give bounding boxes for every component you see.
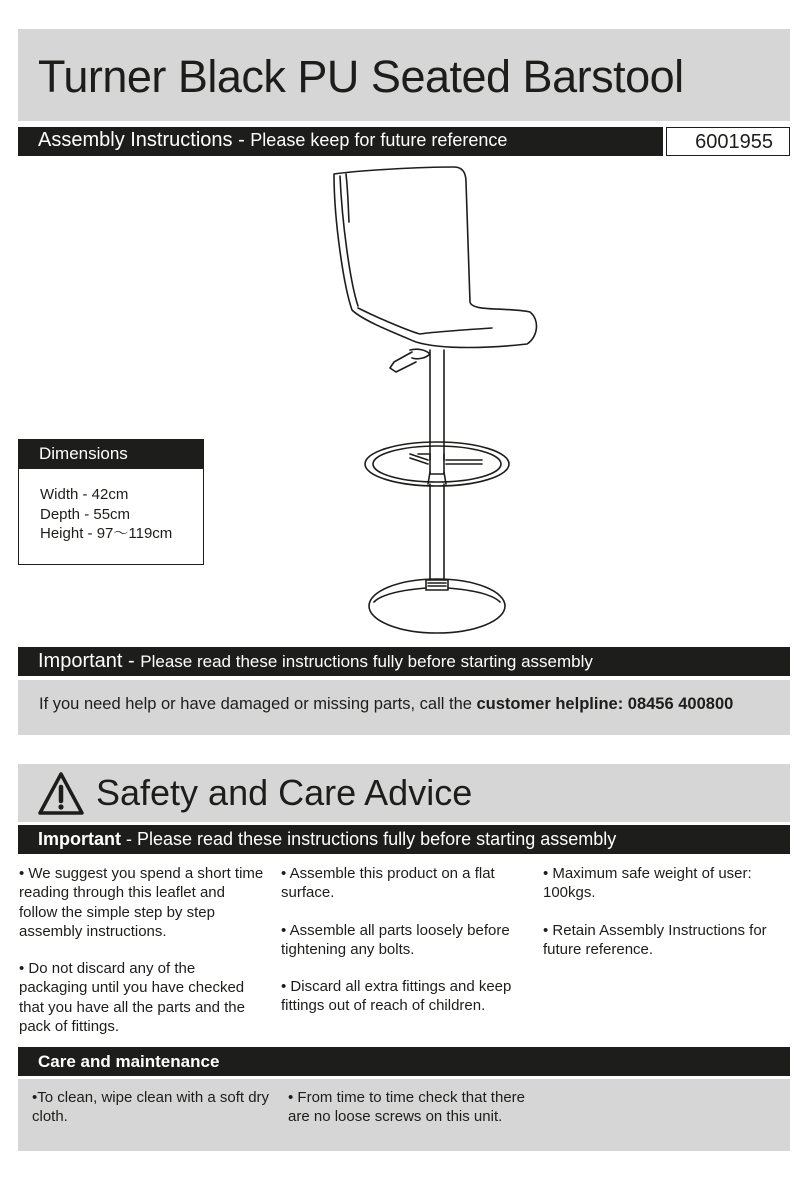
helpline-text <box>39 695 733 714</box>
care-tip: • From time to time check that there are no loose screws on this unit. <box>288 1089 525 1126</box>
warning-triangle-icon <box>37 770 85 818</box>
dimension-depth: Depth - 55cm <box>40 505 131 523</box>
title-banner <box>18 29 790 121</box>
dimension-width: Width - 42cm <box>40 486 129 503</box>
safety-important-heading <box>38 829 616 850</box>
safety-tip: • Maximum safe weight of user: 100kgs. <box>543 865 752 902</box>
product-code-box <box>666 127 790 156</box>
assembly-subtitle: Please keep for future reference <box>250 130 508 150</box>
dimensions-header <box>18 439 204 469</box>
dimension-height: Height - 97～119cm <box>40 525 173 542</box>
safety-important-bar <box>18 825 790 854</box>
safety-column-1 <box>19 864 264 1054</box>
important-bar <box>18 647 790 676</box>
care-tip: •To clean, wipe clean with a soft dry cloth. <box>32 1089 270 1126</box>
safety-important-label: Important <box>38 829 121 849</box>
dimensions-list <box>40 485 172 544</box>
safety-tip: • Retain Assembly Instructions for future reference. <box>543 921 767 958</box>
product-code: 6001955 <box>695 131 773 153</box>
care-heading: Care and maintenance <box>38 1052 220 1071</box>
helpline-box <box>18 680 790 735</box>
safety-column-2 <box>281 864 521 1034</box>
safety-column-3 <box>543 864 783 977</box>
safety-tip: • Discard all extra fittings and keep fittings out of reach of children. <box>281 978 512 1015</box>
safety-tip: • Do not discard any of the packaging until you have checked that you have all the parts and the pack of fittings. <box>19 960 245 1036</box>
safety-tip: • Assemble all parts loosely before tightening any bolts. <box>281 921 510 958</box>
barstool-illustration <box>322 162 542 640</box>
safety-banner <box>18 764 790 822</box>
assembly-label: Assembly Instructions - <box>38 129 245 151</box>
important-label: Important - <box>38 650 135 672</box>
safety-tip: • We suggest you spend a short time reading through this leaflet and follow the simple step by step assembly instructions. <box>19 865 264 940</box>
safety-tip: • Assemble this product on a flat surface. <box>281 865 495 902</box>
safety-title: Safety and Care Advice <box>96 772 473 813</box>
safety-important-text: - Please read these instructions fully before starting assembly <box>121 829 617 849</box>
important-text: Please read these instructions fully before starting assembly <box>140 652 593 671</box>
helpline-intro: If you need help or have damaged or missing parts, call the <box>39 695 477 713</box>
dimensions-box <box>18 469 204 565</box>
assembly-heading <box>38 129 507 152</box>
care-bar <box>18 1047 790 1076</box>
assembly-instructions-bar <box>18 127 663 156</box>
important-heading <box>38 650 593 673</box>
care-box <box>18 1079 790 1151</box>
customer-helpline: customer helpline: 08456 400800 <box>476 695 734 713</box>
page-title: Turner Black PU Seated Barstool <box>38 51 684 102</box>
dimensions-heading: Dimensions <box>39 444 128 463</box>
